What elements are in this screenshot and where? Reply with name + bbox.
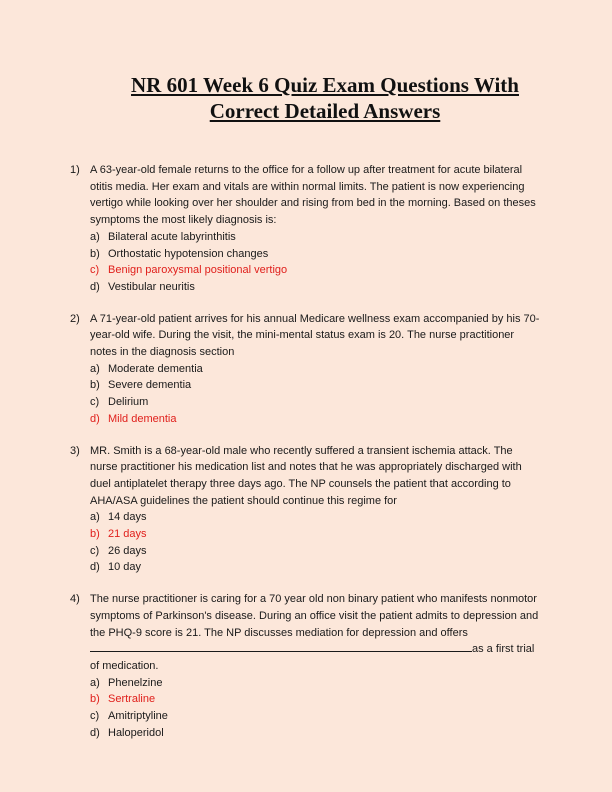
answer-option-c <box>90 262 540 279</box>
option-text: Sertraline <box>108 693 156 706</box>
question-text: MR. Smith is a 68-year-old male who recently suffered a transient ischemia attack. The nurse practitioner his medication list and notes that he was appropriately discharged with duel antiplatelet therapy three days ago. The NP counsels the patient that according to AHA/ASA guidelines the patient should continue this regime for <box>90 444 522 507</box>
option-text: Mild dementia <box>108 412 177 425</box>
option-text: Moderate dementia <box>108 362 203 375</box>
answer-option-a <box>90 509 540 526</box>
answer-option-a <box>90 229 540 246</box>
question-list <box>70 162 540 757</box>
option-letter: d) <box>90 280 100 293</box>
option-text: Bilateral acute labyrinthitis <box>108 230 236 243</box>
option-letter: a) <box>90 230 100 243</box>
answer-option-a <box>90 675 540 692</box>
question-3 <box>70 443 540 577</box>
option-letter: c) <box>90 396 100 409</box>
answer-option-b <box>90 246 540 263</box>
question-text <box>90 591 540 675</box>
option-text: Orthostatic hypotension changes <box>108 247 269 260</box>
question-number: 1) <box>70 164 80 176</box>
title-line-1: NR 601 Week 6 Quiz Exam Questions With <box>131 73 519 97</box>
option-letter: a) <box>90 511 100 524</box>
option-letter: c) <box>90 710 100 723</box>
option-letter: a) <box>90 362 100 375</box>
option-text: 10 day <box>108 561 142 574</box>
answer-options <box>90 509 540 576</box>
answer-options <box>90 675 540 742</box>
option-letter: b) <box>90 379 100 392</box>
option-text: 26 days <box>108 544 147 557</box>
option-text: 14 days <box>108 511 147 524</box>
question-number: 3) <box>70 444 80 457</box>
question-number: 4) <box>70 593 80 606</box>
answer-option-d <box>90 725 540 742</box>
answer-option-d <box>90 411 540 428</box>
question-text-before-blank: The nurse practitioner is caring for a 70 year old non binary patient who manifests nonmotor symptoms of Parkinson's disease. During an office visit the patient admits to depression and the PHQ-9 score is 21. The NP discusses mediation for depression and offers <box>90 593 539 639</box>
answer-options <box>90 361 540 428</box>
question-text: A 63-year-old female returns to the office for a follow up after treatment for acute bilateral otitis media. Her exam and vitals are within normal limits. The patient is now experiencing vertigo while looking over her shoulder and rising from bed in the morning. Based on theses symptoms the most likely diagnosis is: <box>90 164 536 227</box>
option-text: Haloperidol <box>108 726 164 739</box>
option-letter: b) <box>90 693 100 706</box>
fill-in-blank-line <box>90 642 472 652</box>
answer-option-d <box>90 279 540 296</box>
answer-option-c <box>90 543 540 560</box>
document-title <box>60 72 590 124</box>
option-letter: b) <box>90 247 100 260</box>
option-text: Delirium <box>108 396 149 409</box>
option-text: Amitriptyline <box>108 710 168 723</box>
option-letter: c) <box>90 544 100 557</box>
option-text: Benign paroxysmal positional vertigo <box>108 264 288 277</box>
answer-option-b <box>90 691 540 708</box>
option-letter: d) <box>90 412 100 425</box>
title-line-2: Correct Detailed Answers <box>209 99 441 123</box>
question-4 <box>70 591 540 741</box>
answer-option-c <box>90 394 540 411</box>
option-letter: d) <box>90 726 100 739</box>
question-number: 2) <box>70 312 80 325</box>
answer-option-c <box>90 708 540 725</box>
option-text: Phenelzine <box>108 676 163 689</box>
question-1 <box>70 162 540 296</box>
question-2 <box>70 311 540 428</box>
option-letter: a) <box>90 676 100 689</box>
answer-option-d <box>90 559 540 576</box>
answer-options <box>90 229 540 296</box>
option-letter: b) <box>90 528 100 541</box>
answer-option-a <box>90 361 540 378</box>
question-text: A 71-year-old patient arrives for his annual Medicare wellness exam accompanied by his 70-year-old wife. During the visit, the mini-mental status exam is 20. The nurse practitioner notes in the diagnosis section <box>90 312 540 359</box>
option-letter: c) <box>90 264 100 277</box>
option-text: 21 days <box>108 528 147 541</box>
option-text: Severe dementia <box>108 379 192 392</box>
answer-option-b <box>90 377 540 394</box>
option-letter: d) <box>90 561 100 574</box>
question-text-after-blank: as a first trial of medication. <box>90 643 535 672</box>
answer-option-b <box>90 526 540 543</box>
option-text: Vestibular neuritis <box>108 280 195 293</box>
